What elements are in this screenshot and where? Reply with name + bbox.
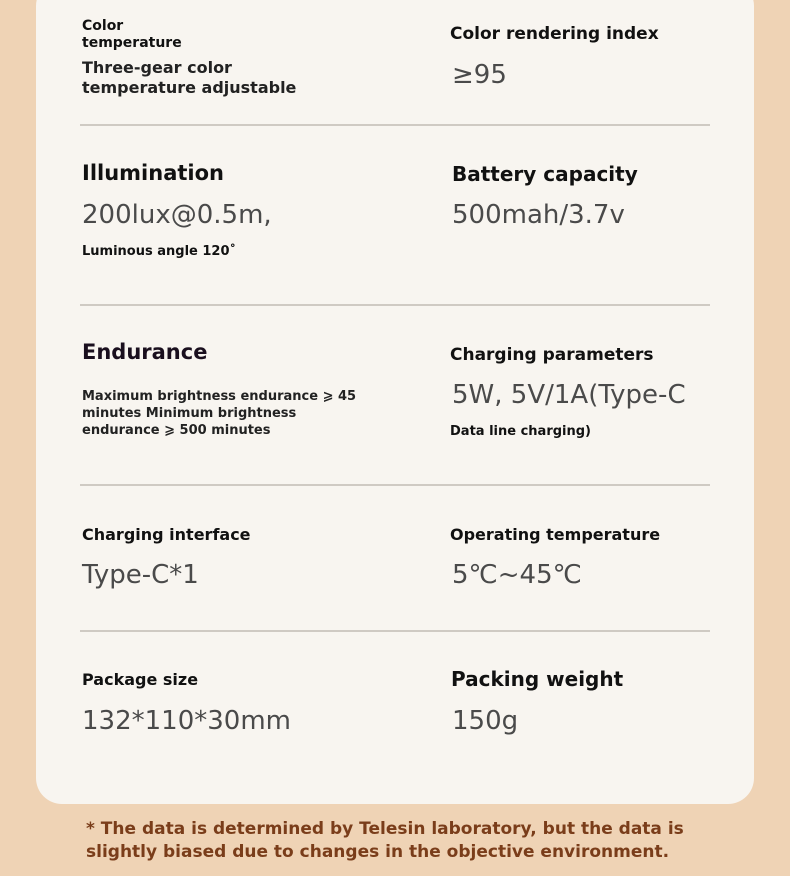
endurance-label: Endurance xyxy=(82,340,208,364)
color-temperature-label: Color temperature xyxy=(82,18,182,51)
package-size-label: Package size xyxy=(82,670,199,689)
operating-temp-label: Operating temperature xyxy=(450,525,661,544)
charging-params-value: 5W, 5V/1A(Type-C xyxy=(452,380,686,410)
illumination-note: Luminous angle 120˚ xyxy=(82,244,237,259)
divider xyxy=(80,484,710,486)
battery-label: Battery capacity xyxy=(452,162,638,186)
package-size-value: 132*110*30mm xyxy=(82,706,291,736)
color-temperature-value: Three-gear color temperature adjustable xyxy=(82,58,297,97)
cri-label: Color rendering index xyxy=(450,24,659,44)
charging-interface-value: Type-C*1 xyxy=(82,560,199,590)
battery-value: 500mah/3.7v xyxy=(452,200,625,230)
divider xyxy=(80,304,710,306)
divider xyxy=(80,630,710,632)
illumination-label: Illumination xyxy=(82,161,224,185)
packing-weight-label: Packing weight xyxy=(451,667,624,691)
footnote: * The data is determined by Telesin laboratory, but the data is slightly biased due to changes in the objective environment. xyxy=(86,819,684,862)
divider xyxy=(80,124,710,126)
illumination-value: 200lux@0.5m, xyxy=(82,200,272,230)
charging-params-label: Charging parameters xyxy=(450,345,654,365)
cri-value: ≥95 xyxy=(452,60,507,90)
endurance-value: Maximum brightness endurance ⩾ 45 minutes Minimum brightness endurance ⩾ 500 minutes xyxy=(82,389,357,438)
charging-params-note: Data line charging) xyxy=(450,424,591,439)
packing-weight-value: 150g xyxy=(452,706,519,736)
operating-temp-value: 5℃~45℃ xyxy=(452,560,582,590)
charging-interface-label: Charging interface xyxy=(82,525,251,544)
